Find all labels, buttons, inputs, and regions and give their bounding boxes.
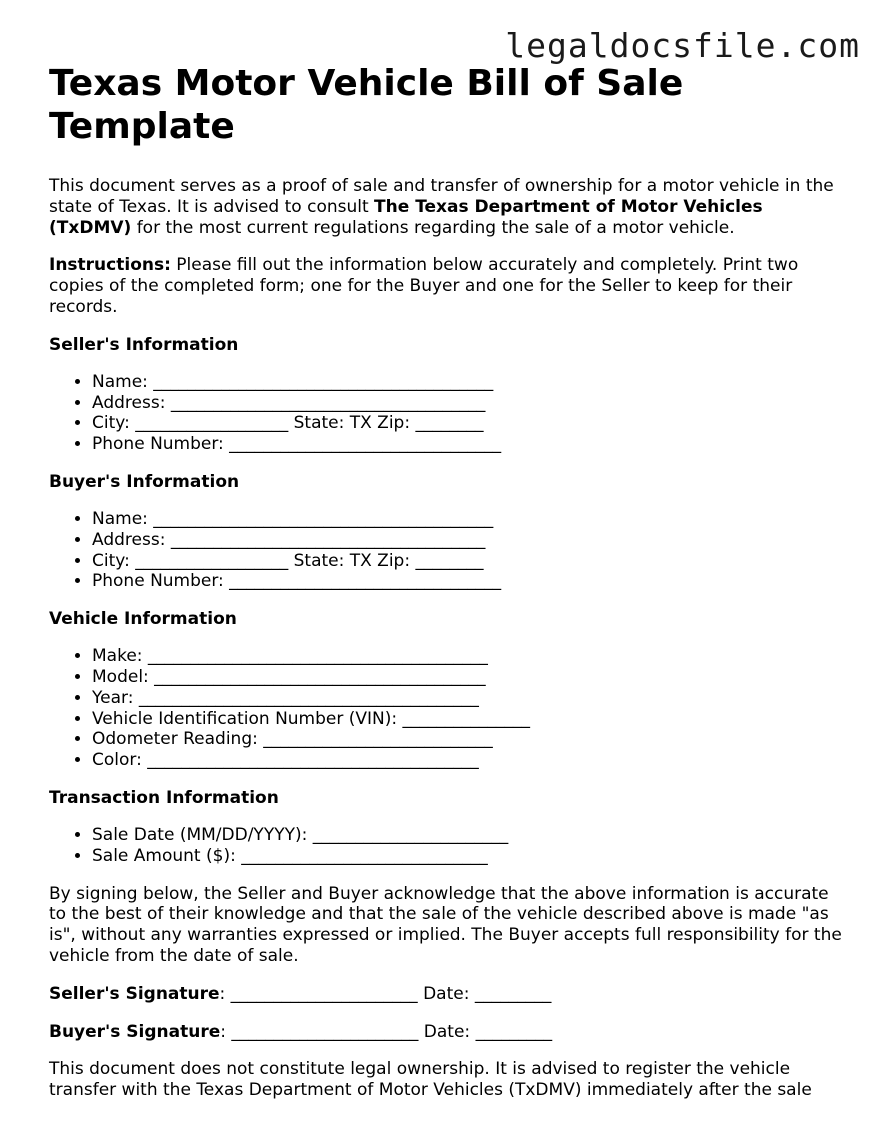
list-item: • Model: _______________________________________ <box>92 667 849 688</box>
instructions-text: Please fill out the information below accurately and completely. Print two copies of the completed form; one for the Buyer and one for the Seller to keep for their records. <box>49 255 799 317</box>
buyer-signature-line <box>49 1022 849 1043</box>
buyer-heading: Buyer's Information <box>49 471 240 492</box>
list-item: • Phone Number: ________________________________ <box>92 434 849 455</box>
seller-heading: Seller's Information <box>49 334 239 355</box>
instructions-label: Instructions: <box>49 255 171 276</box>
transaction-heading: Transaction Information <box>49 787 279 808</box>
vehicle-list <box>49 646 849 771</box>
list-item: • Name: ________________________________________ <box>92 509 849 530</box>
list-item: • Color: _______________________________________ <box>92 750 849 771</box>
document-body <box>49 62 849 1118</box>
list-item: • Address: _____________________________________ <box>92 393 849 414</box>
list-item: • Sale Date (MM/DD/YYYY): _______________________ <box>92 825 849 846</box>
list-item: • Phone Number: ________________________________ <box>92 571 849 592</box>
buyer-list <box>49 509 849 592</box>
watermark: legaldocsfile.com <box>505 26 860 65</box>
buyer-signature-fields: : ______________________ Date: _________ <box>220 1021 553 1042</box>
intro-bold: The Texas Department of Motor Vehicles (TxDMV) <box>49 196 763 238</box>
seller-signature-fields: : ______________________ Date: _________ <box>219 983 552 1004</box>
intro-paragraph <box>49 176 849 238</box>
instructions-paragraph <box>49 255 849 317</box>
intro-text-2: for the most current regulations regarding the sale of a motor vehicle. <box>131 217 735 238</box>
list-item: • Address: _____________________________________ <box>92 530 849 551</box>
seller-list <box>49 372 849 455</box>
document-title: Texas Motor Vehicle Bill of Sale Template <box>49 63 684 147</box>
seller-signature-label: Seller's Signature <box>49 983 220 1004</box>
list-item: • Name: ________________________________________ <box>92 372 849 393</box>
intro-text-1: This document serves as a proof of sale and transfer of ownership for a motor vehicle in the state of Texas. It is advised to consult <box>49 176 834 217</box>
list-item: • Odometer Reading: ___________________________ <box>92 729 849 750</box>
list-item: • City: __________________ State: TX Zip: ________ <box>92 551 849 572</box>
list-item: • City: __________________ State: TX Zip: ________ <box>92 413 849 434</box>
transaction-list <box>49 825 849 867</box>
list-item: • Make: ________________________________________ <box>92 646 849 667</box>
acknowledgement-paragraph: By signing below, the Seller and Buyer acknowledge that the above information is accurate to the best of their knowledge and that the sale of the vehicle described above is made "as is", without any warranties expressed or implied. The Buyer accepts full responsibility for the vehicle from the date of sale. <box>49 883 842 966</box>
seller-signature-line <box>49 984 849 1005</box>
list-item: • Vehicle Identification Number (VIN): _______________ <box>92 709 849 730</box>
vehicle-heading: Vehicle Information <box>49 609 237 630</box>
footer-paragraph: This document does not constitute legal ownership. It is advised to register the vehicle transfer with the Texas Department of Motor Vehicles (TxDMV) immediately after the sale <box>49 1059 812 1101</box>
buyer-signature-label: Buyer's Signature <box>49 1021 221 1042</box>
list-item: • Sale Amount ($): _____________________________ <box>92 846 849 867</box>
list-item: • Year: ________________________________________ <box>92 688 849 709</box>
